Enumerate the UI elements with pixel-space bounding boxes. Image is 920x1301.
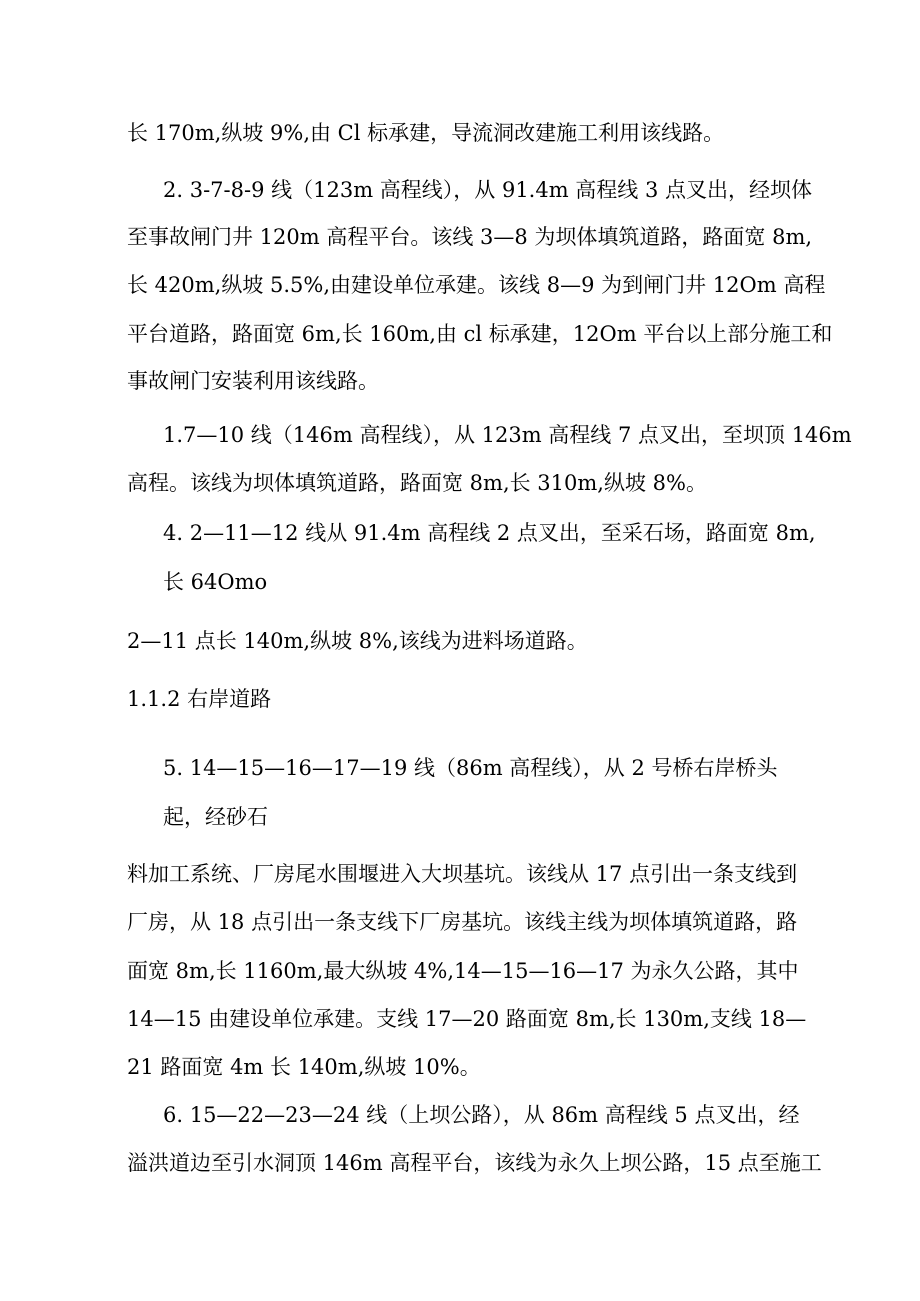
text-line-16: 厂房，从 18 点引出一条支线下厂房基坑。该线主线为坝体填筑道路，路 [127,910,798,934]
text-line-6: 事故闸门安装利用该线路。 [127,369,379,393]
text-line-17: 面宽 8m,长 1160m,最大纵坡 4%,14—15—16—17 为永久公路，其中 [127,959,799,983]
text-line-3: 至事故闸门井 120m 高程平台。该线 3—8 为坝体填筑道路，路面宽 8m, [127,225,813,249]
text-line-19: 21 路面宽 4m 长 140m,纵坡 10%。 [127,1055,481,1079]
text-line-1: 长 170m,纵坡 9%,由 Cl 标承建，导流洞改建施工利用该线路。 [127,121,725,145]
text-line-9: 4. 2—11—12 线从 91.4m 高程线 2 点叉出，至采石场，路面宽 8m, [163,521,816,545]
text-line-7: 1.7—10 线（146m 高程线），从 123m 高程线 7 点叉出，至坝顶 146m [163,423,852,447]
text-line-11: 2—11 点长 140m,纵坡 8%,该线为进料场道路。 [127,629,588,653]
text-line-20: 6. 15—22—23—24 线（上坝公路），从 86m 高程线 5 点叉出，经 [163,1103,800,1127]
section-heading: 1.1.2 右岸道路 [127,687,272,711]
text-line-2: 2. 3-7-8-9 线（123m 高程线），从 91.4m 高程线 3 点叉出，经坝体 [163,178,813,202]
text-line-21: 溢洪道边至引水洞顶 146m 高程平台，该线为永久上坝公路，15 点至施工 [127,1151,822,1175]
text-line-5: 平台道路，路面宽 6m,长 160m,由 cl 标承建，12Om 平台以上部分施工和 [127,322,833,346]
text-line-14: 起，经砂石 [163,805,268,829]
text-line-10: 长 64Omo [163,570,268,594]
text-line-4: 长 420m,纵坡 5.5%,由建设单位承建。该线 8—9 为到闸门井 12Om 高程 [127,273,826,297]
text-line-8: 高程。该线为坝体填筑道路，路面宽 8m,长 310m,纵坡 8%。 [127,471,707,495]
text-line-18: 14—15 由建设单位承建。支线 17—20 路面宽 8m,长 130m,支线 18— [127,1007,807,1031]
text-line-13: 5. 14—15—16—17—19 线（86m 高程线），从 2 号桥右岸桥头 [163,756,778,780]
text-line-15: 料加工系统、厂房尾水围堰进入大坝基坑。该线从 17 点引出一条支线到 [127,862,798,886]
